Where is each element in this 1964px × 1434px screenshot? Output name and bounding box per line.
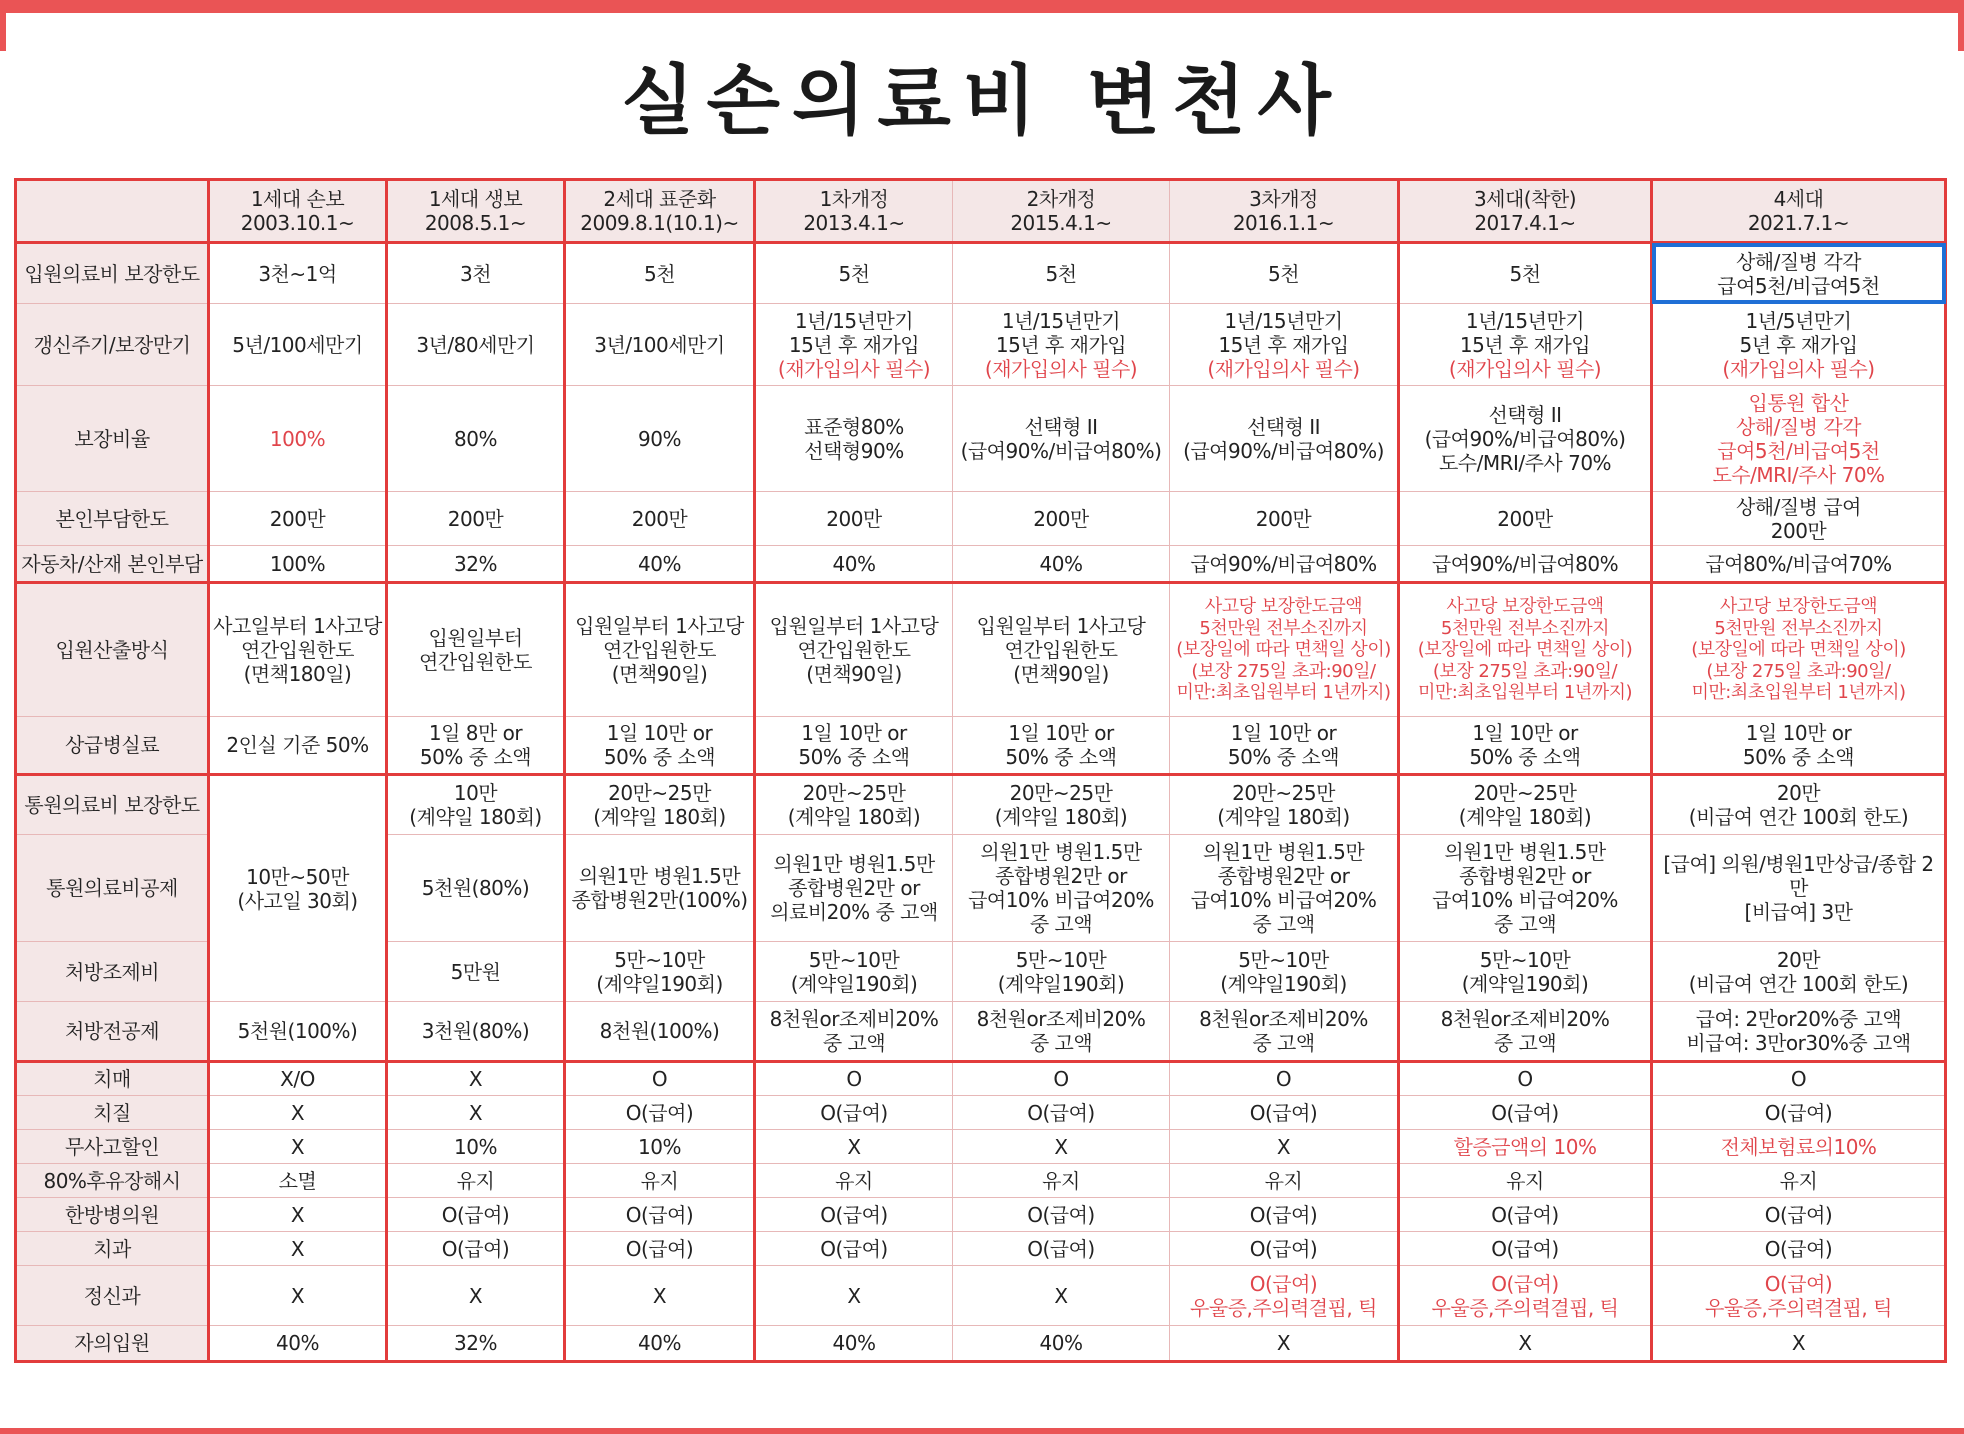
table-cell: 전체보험료의10% — [1652, 1130, 1946, 1164]
header-row — [16, 180, 1946, 243]
table-cell: 선택형 II (급여90%/비급여80%) 도수/MRI/주사 70% — [1399, 386, 1652, 492]
table-cell: O — [1399, 1062, 1652, 1096]
table-cell: 할증금액의 10% — [1399, 1130, 1652, 1164]
table-cell: 유지 — [755, 1164, 953, 1198]
table-cell: 5만~10만 (계약일190회) — [1399, 942, 1652, 1002]
column-header: 3세대(착한) 2017.4.1~ — [1399, 180, 1652, 243]
table-cell: X — [565, 1266, 755, 1326]
highlighted-cell: 상해/질병 각각 급여5천/비급여5천 — [1652, 243, 1946, 304]
row-label: 통원의료비 보장한도 — [16, 775, 209, 835]
table-cell: 의원1만 병원1.5만 종합병원2만(100%) — [565, 835, 755, 942]
table-cell: 10% — [565, 1130, 755, 1164]
table-cell: 입원일부터 1사고당 연간입원한도 (면책90일) — [565, 583, 755, 717]
table-cell: 선택형 II (급여90%/비급여80%) — [953, 386, 1170, 492]
table-cell: 5천 — [755, 243, 953, 304]
table-cell: 32% — [387, 1326, 565, 1362]
table-cell: 급여80%/비급여70% — [1652, 546, 1946, 583]
table-cell: X/O — [209, 1062, 387, 1096]
table-row — [16, 546, 1946, 583]
table-cell: 40% — [565, 546, 755, 583]
table-cell: 5천원(100%) — [209, 1002, 387, 1062]
table-cell: 10% — [387, 1130, 565, 1164]
table-cell: 20만 (비급여 연간 100회 한도) — [1652, 942, 1946, 1002]
table-cell: 200만 — [755, 492, 953, 546]
row-label: 치질 — [16, 1096, 209, 1130]
table-cell: 20만~25만 (계약일 180회) — [1170, 775, 1399, 835]
table-cell: 100% — [209, 546, 387, 583]
table-cell: 200만 — [387, 492, 565, 546]
table-cell: O — [755, 1062, 953, 1096]
table-cell: 5천 — [953, 243, 1170, 304]
table-cell: O(급여) — [953, 1096, 1170, 1130]
table-cell: X — [1652, 1326, 1946, 1362]
table-cell: 80% — [387, 386, 565, 492]
table-cell: O(급여) — [1399, 1198, 1652, 1232]
table-cell: 3천 — [387, 243, 565, 304]
table-cell: 3천원(80%) — [387, 1002, 565, 1062]
table-cell: 유지 — [1652, 1164, 1946, 1198]
table-cell: 8천원or조제비20% 중 고액 — [1399, 1002, 1652, 1062]
table-row — [16, 1130, 1946, 1164]
table-cell: 5만~10만 (계약일190회) — [1170, 942, 1399, 1002]
table-cell: X — [387, 1096, 565, 1130]
table-cell: 의원1만 병원1.5만 종합병원2만 or 급여10% 비급여20% 중 고액 — [953, 835, 1170, 942]
table-cell: 200만 — [565, 492, 755, 546]
row-label: 통원의료비공제 — [16, 835, 209, 942]
table-cell: O(급여) — [953, 1198, 1170, 1232]
table-cell: 입통원 합산 상해/질병 각각 급여5천/비급여5천 도수/MRI/주사 70% — [1652, 386, 1946, 492]
row-label: 한방병의원 — [16, 1198, 209, 1232]
table-cell: 200만 — [209, 492, 387, 546]
table-cell: X — [209, 1266, 387, 1326]
row-label: 자의입원 — [16, 1326, 209, 1362]
table-cell: 40% — [755, 546, 953, 583]
table-cell: 5만~10만 (계약일190회) — [565, 942, 755, 1002]
table-cell: 1년/15년만기 15년 후 재가입 (재가입의사 필수) — [1170, 304, 1399, 386]
row-label: 자동차/산재 본인부담 — [16, 546, 209, 583]
table-cell: 8천원or조제비20% 중 고액 — [755, 1002, 953, 1062]
table-cell: 유지 — [565, 1164, 755, 1198]
table-cell: O(급여) — [1170, 1232, 1399, 1266]
table-cell: 1년/15년만기 15년 후 재가입 (재가입의사 필수) — [1399, 304, 1652, 386]
table-row — [16, 775, 1946, 835]
row-label: 처방조제비 — [16, 942, 209, 1002]
table-cell: 10만 (계약일 180회) — [387, 775, 565, 835]
table-cell: O — [565, 1062, 755, 1096]
table-cell: 40% — [755, 1326, 953, 1362]
table-cell: O(급여) — [565, 1232, 755, 1266]
table-cell: 100% — [209, 386, 387, 492]
row-label: 입원의료비 보장한도 — [16, 243, 209, 304]
table-cell: 급여: 2만or20%중 고액 비급여: 3만or30%중 고액 — [1652, 1002, 1946, 1062]
table-cell: 200만 — [1170, 492, 1399, 546]
table-cell: 1일 10만 or 50% 중 소액 — [1399, 717, 1652, 775]
table-cell: 10만~50만 (사고일 30회) — [209, 775, 387, 1002]
table-cell: O(급여) — [1399, 1232, 1652, 1266]
table-cell: 상해/질병 급여 200만 — [1652, 492, 1946, 546]
table-cell: 소멸 — [209, 1164, 387, 1198]
column-header: 1차개정 2013.4.1~ — [755, 180, 953, 243]
table-cell: O — [1170, 1062, 1399, 1096]
table-row — [16, 1096, 1946, 1130]
table-cell: 3천~1억 — [209, 243, 387, 304]
column-header: 2차개정 2015.4.1~ — [953, 180, 1170, 243]
table-cell: 5천 — [1399, 243, 1652, 304]
table-cell: X — [1170, 1130, 1399, 1164]
table-cell: 사고당 보장한도금액 5천만원 전부소진까지 (보장일에 따라 면책일 상이) (보장 275일 초과:90일/ 미만:최초입원부터 1년까지) — [1399, 583, 1652, 717]
table-cell: O(급여) 우울증,주의력결핍, 틱 — [1399, 1266, 1652, 1326]
row-label: 정신과 — [16, 1266, 209, 1326]
table-row — [16, 243, 1946, 304]
table-cell: X — [953, 1266, 1170, 1326]
row-label: 갱신주기/보장만기 — [16, 304, 209, 386]
table-cell: O(급여) 우울증,주의력결핍, 틱 — [1170, 1266, 1399, 1326]
table-cell: 200만 — [1399, 492, 1652, 546]
table-cell: O(급여) — [565, 1198, 755, 1232]
table-cell: 사고당 보장한도금액 5천만원 전부소진까지 (보장일에 따라 면책일 상이) (보장 275일 초과:90일/ 미만:최초입원부터 1년까지) — [1652, 583, 1946, 717]
row-label: 무사고할인 — [16, 1130, 209, 1164]
table-cell: 3년/100세만기 — [565, 304, 755, 386]
table-cell: O(급여) 우울증,주의력결핍, 틱 — [1652, 1266, 1946, 1326]
header-corner — [16, 180, 209, 243]
table-cell: X — [209, 1130, 387, 1164]
table-cell: 40% — [209, 1326, 387, 1362]
row-label: 80%후유장해시 — [16, 1164, 209, 1198]
table-row — [16, 717, 1946, 775]
row-label: 입원산출방식 — [16, 583, 209, 717]
table-cell: O(급여) — [953, 1232, 1170, 1266]
table-cell: 40% — [953, 546, 1170, 583]
table-cell: 1일 10만 or 50% 중 소액 — [565, 717, 755, 775]
table-cell: 8천원or조제비20% 중 고액 — [1170, 1002, 1399, 1062]
table-cell: O(급여) — [387, 1198, 565, 1232]
table-cell: O(급여) — [1170, 1096, 1399, 1130]
table-cell: 1일 10만 or 50% 중 소액 — [755, 717, 953, 775]
row-label: 본인부담한도 — [16, 492, 209, 546]
table-cell: X — [209, 1096, 387, 1130]
table-cell: X — [755, 1130, 953, 1164]
row-label: 상급병실료 — [16, 717, 209, 775]
table-cell: 입원일부터 1사고당 연간입원한도 (면책90일) — [953, 583, 1170, 717]
table-cell: 40% — [953, 1326, 1170, 1362]
table-cell: X — [209, 1232, 387, 1266]
table-cell: 8천원or조제비20% 중 고액 — [953, 1002, 1170, 1062]
table-cell: 유지 — [387, 1164, 565, 1198]
table-cell: [급여] 의원/병원1만상급/종합 2만 [비급여] 3만 — [1652, 835, 1946, 942]
column-header: 4세대 2021.7.1~ — [1652, 180, 1946, 243]
table-cell: O — [953, 1062, 1170, 1096]
column-header: 2세대 표준화 2009.8.1(10.1)~ — [565, 180, 755, 243]
table-row — [16, 1062, 1946, 1096]
table-cell: 입원일부터 연간입원한도 — [387, 583, 565, 717]
table-cell: X — [209, 1198, 387, 1232]
table-cell: 20만~25만 (계약일 180회) — [565, 775, 755, 835]
table-cell: 급여90%/비급여80% — [1170, 546, 1399, 583]
table-cell: 1년/15년만기 15년 후 재가입 (재가입의사 필수) — [953, 304, 1170, 386]
column-header: 1세대 생보 2008.5.1~ — [387, 180, 565, 243]
table-row — [16, 1326, 1946, 1362]
row-label: 보장비율 — [16, 386, 209, 492]
table-cell: 20만~25만 (계약일 180회) — [755, 775, 953, 835]
table-cell: 20만~25만 (계약일 180회) — [1399, 775, 1652, 835]
table-row — [16, 304, 1946, 386]
table-cell: 1일 10만 or 50% 중 소액 — [953, 717, 1170, 775]
table-cell: 의원1만 병원1.5만 종합병원2만 or 급여10% 비급여20% 중 고액 — [1399, 835, 1652, 942]
top-accent-bar — [0, 0, 1964, 13]
table-cell: O(급여) — [755, 1096, 953, 1130]
column-header: 1세대 손보 2003.10.1~ — [209, 180, 387, 243]
table-row — [16, 1198, 1946, 1232]
table-row — [16, 492, 1946, 546]
table-cell: 사고일부터 1사고당 연간입원한도 (면책180일) — [209, 583, 387, 717]
table-cell: O(급여) — [1170, 1198, 1399, 1232]
table-row — [16, 1164, 1946, 1198]
table-cell: 1일 10만 or 50% 중 소액 — [1170, 717, 1399, 775]
table-cell: 1일 8만 or 50% 중 소액 — [387, 717, 565, 775]
table-cell: 20만~25만 (계약일 180회) — [953, 775, 1170, 835]
table-cell: 5만~10만 (계약일190회) — [953, 942, 1170, 1002]
table-row — [16, 583, 1946, 717]
row-label: 치매 — [16, 1062, 209, 1096]
table-cell: 1일 10만 or 50% 중 소액 — [1652, 717, 1946, 775]
table-cell: 표준형80% 선택형90% — [755, 386, 953, 492]
table-cell: 8천원(100%) — [565, 1002, 755, 1062]
table-cell: 32% — [387, 546, 565, 583]
page-title: 실손의료비 변천사 — [621, 56, 1343, 145]
table-cell: 5천원(80%) — [387, 835, 565, 942]
table-row — [16, 386, 1946, 492]
table-cell: 20만 (비급여 연간 100회 한도) — [1652, 775, 1946, 835]
table-cell: 사고당 보장한도금액 5천만원 전부소진까지 (보장일에 따라 면책일 상이) (보장 275일 초과:90일/ 미만:최초입원부터 1년까지) — [1170, 583, 1399, 717]
table-cell: 유지 — [1170, 1164, 1399, 1198]
table-cell: X — [387, 1266, 565, 1326]
table-cell: 선택형 II (급여90%/비급여80%) — [1170, 386, 1399, 492]
table-cell: O — [1652, 1062, 1946, 1096]
table-cell: X — [1399, 1326, 1652, 1362]
table-cell: 5천 — [565, 243, 755, 304]
table-cell: 2인실 기준 50% — [209, 717, 387, 775]
table-cell: 40% — [565, 1326, 755, 1362]
table-cell: X — [1170, 1326, 1399, 1362]
table-cell: O(급여) — [755, 1232, 953, 1266]
table-cell: 입원일부터 1사고당 연간입원한도 (면책90일) — [755, 583, 953, 717]
table-cell: X — [387, 1062, 565, 1096]
table-cell: 1년/15년만기 15년 후 재가입 (재가입의사 필수) — [755, 304, 953, 386]
table-cell: 5만~10만 (계약일190회) — [755, 942, 953, 1002]
table-cell: O(급여) — [755, 1198, 953, 1232]
table-cell: O(급여) — [1652, 1232, 1946, 1266]
table-cell: X — [953, 1130, 1170, 1164]
table-cell: 의원1만 병원1.5만 종합병원2만 or 급여10% 비급여20% 중 고액 — [1170, 835, 1399, 942]
table-cell: 200만 — [953, 492, 1170, 546]
table-cell: 유지 — [1399, 1164, 1652, 1198]
table-row — [16, 1266, 1946, 1326]
table-cell: 5천 — [1170, 243, 1399, 304]
table-cell: O(급여) — [1652, 1096, 1946, 1130]
table-cell: O(급여) — [387, 1232, 565, 1266]
table-cell: 급여90%/비급여80% — [1399, 546, 1652, 583]
table-cell: O(급여) — [1652, 1198, 1946, 1232]
table-cell: O(급여) — [565, 1096, 755, 1130]
table-cell: 의원1만 병원1.5만 종합병원2만 or 의료비20% 중 고액 — [755, 835, 953, 942]
table-cell: 1년/5년만기 5년 후 재가입 (재가입의사 필수) — [1652, 304, 1946, 386]
table-cell: 3년/80세만기 — [387, 304, 565, 386]
table-cell: 90% — [565, 386, 755, 492]
insurance-history-table — [14, 178, 1947, 1363]
table-cell: 5년/100세만기 — [209, 304, 387, 386]
row-label: 치과 — [16, 1232, 209, 1266]
table-row — [16, 1002, 1946, 1062]
bottom-accent-bar — [0, 1428, 1964, 1434]
table-cell: O(급여) — [1399, 1096, 1652, 1130]
table-cell: 5만원 — [387, 942, 565, 1002]
table-row — [16, 1232, 1946, 1266]
table-cell: X — [755, 1266, 953, 1326]
table-cell: 유지 — [953, 1164, 1170, 1198]
row-label: 처방전공제 — [16, 1002, 209, 1062]
column-header: 3차개정 2016.1.1~ — [1170, 180, 1399, 243]
